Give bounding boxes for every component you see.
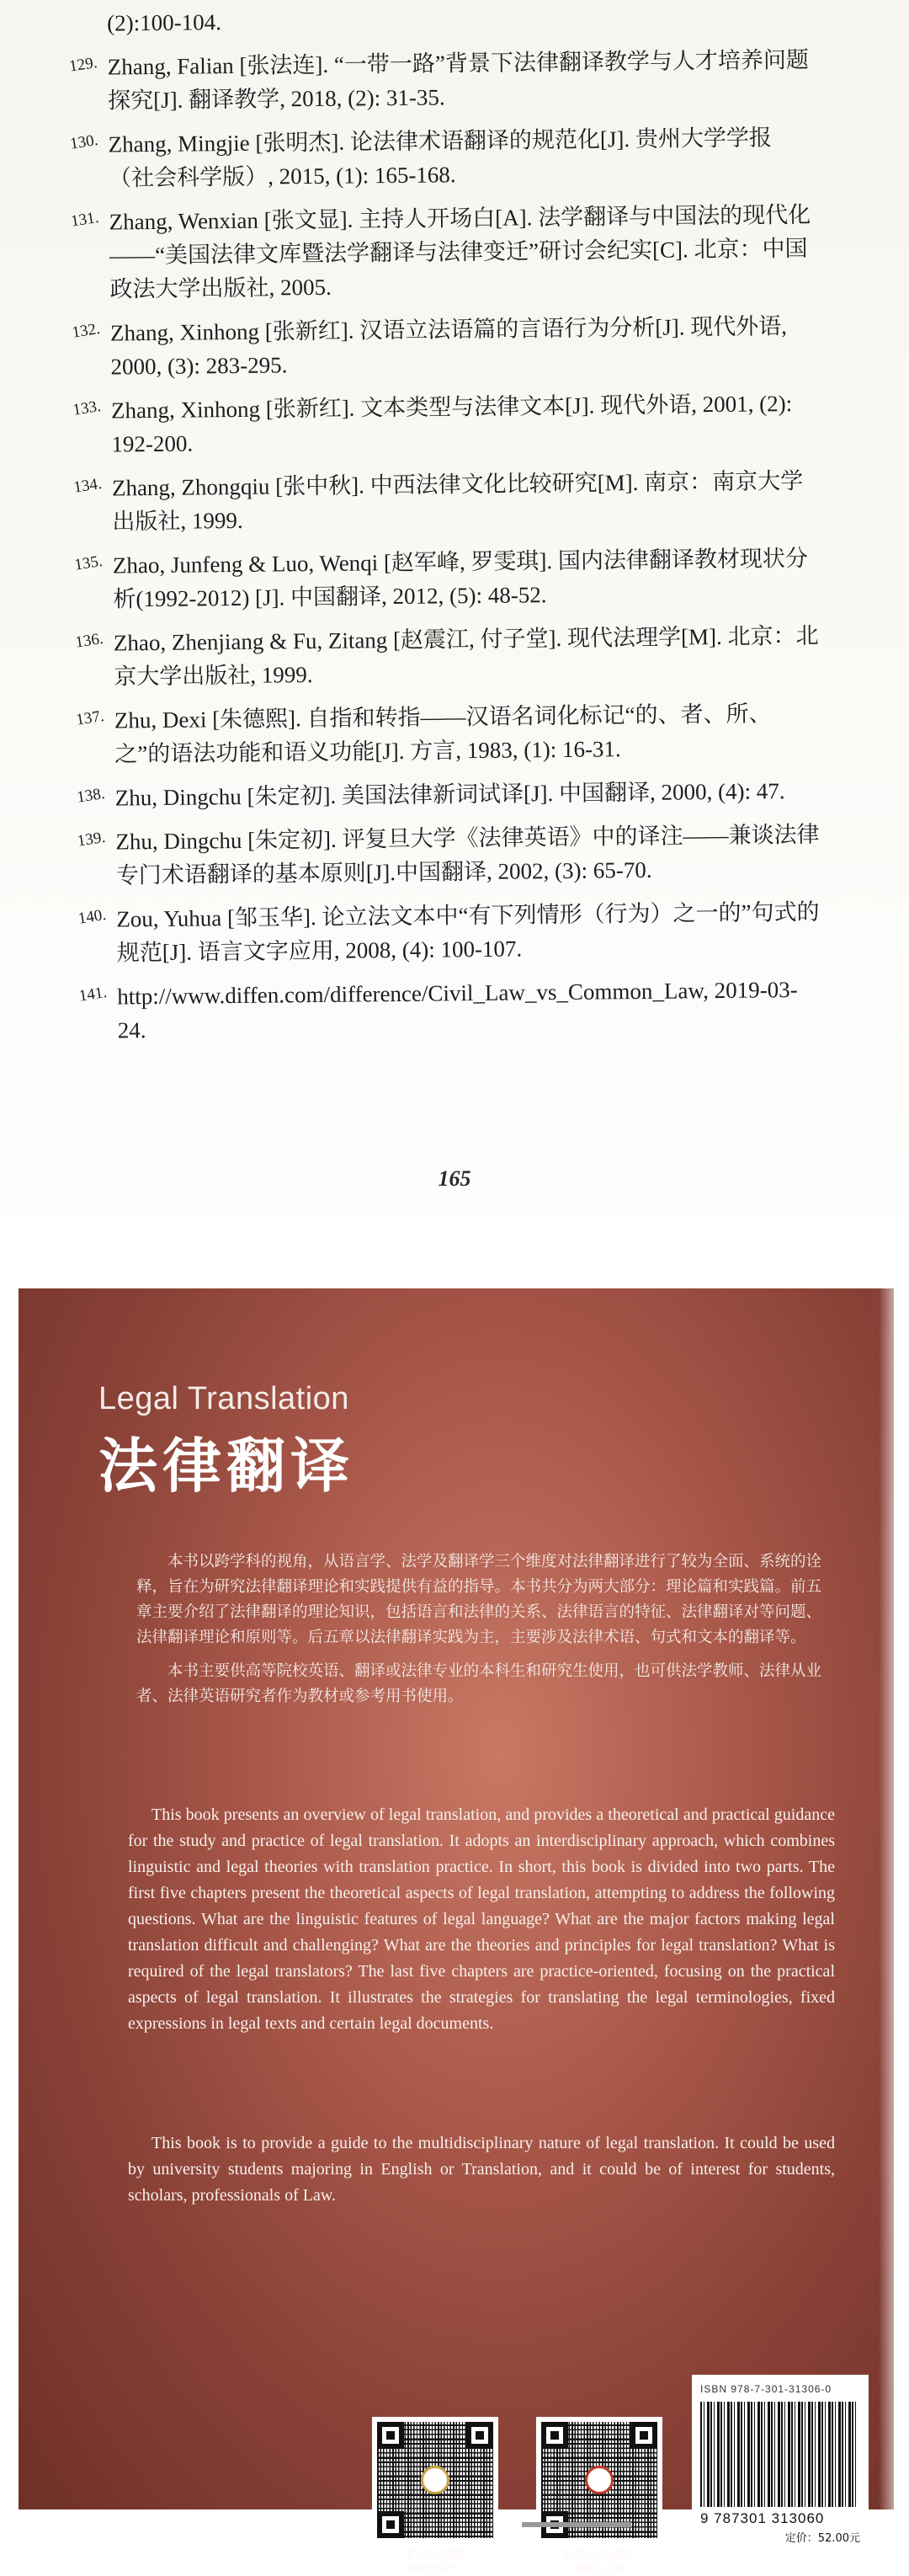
english-blurb-paragraph-1: This book presents an overview of legal translation, and provides a theoretical and practical guidance for the study and practice of legal translation. It adopts an interdisciplinary approach, which combines linguistic and legal theories with translation practice. In short, this book is divided into two parts. The first five chapters present the theoretical aspects of legal translation, attempting to address the following questions. What are the linguistic features of legal language? What are the major factors making legal translation difficult and challenging? What are the theories and principles for legal translation? What is required of the legal translators? The last five chapters are practice-oriented, focusing on the practical aspects of legal translation. It illustrates the strategies for translating the legal terminologies, fixed expressions in legal texts and certain legal documents. [128, 1805, 835, 2033]
qr-finder-icon [466, 2422, 493, 2449]
reference-item [75, 774, 821, 815]
reference-text: Zhang, Zhongqiu [张中秋]. 中西法律文化比较研究[M]. 南京：南京大学出版社, 1999. [111, 467, 804, 535]
reference-item [75, 696, 821, 771]
chinese-blurb-paragraph-2: 本书主要供高等院校英语、翻译或法律专业的本科生和研究生使用，也可供法学教师、法律从业者、法律英语研究者作为教材或参考用书使用。 [136, 1662, 822, 1705]
barcode-number: 9 787301 313060 [700, 2510, 825, 2526]
reference-number: 135. [73, 552, 104, 574]
reference-text: Zhu, Dingchu [朱定初]. 评复旦大学《法律英语》中的译注——兼谈法律专门术语翻译的基本原则[J].中国翻译, 2002, (3): 65-70. [115, 821, 820, 888]
reference-text: Zhang, Wenxian [张文显]. 主持人开场白[A]. 法学翻译与中国法的现代化——“美国法律文库暨法学翻译与法律变迁”研讨会纪实[C]. 北京：中国政法大学出版社, 2005. [109, 201, 811, 302]
reference-text: Zhao, Zhenjiang & Fu, Zitang [赵震江, 付子堂]. 现代法理学[M]. 北京：北京大学出版社, 1999. [113, 622, 819, 690]
reference-text: Zhao, Junfeng & Luo, Wenqi [赵军峰, 罗雯琪]. 国内法律翻译教材现状分析(1992-2012) [J]. 中国翻译, 2012, (5): 48-52. [112, 545, 809, 612]
qr-caption-2 [528, 2547, 671, 2576]
reference-number: 134. [72, 474, 104, 497]
reference-link: http://www.diffen.com/difference/Civil_Law_vs_Common_Law, 2019-03-24. [117, 977, 798, 1043]
qr-caption-line: 微信公众号 [573, 2563, 625, 2574]
barcode-icon [700, 2402, 858, 2507]
reference-number: 138. [75, 784, 106, 807]
reference-number: 141. [77, 983, 109, 1005]
qr-caption-line: “北京大学出版社” [558, 2548, 641, 2560]
scan-artifact [522, 2522, 631, 2527]
reference-number: 131. [69, 208, 100, 231]
reference-number: 130. [68, 131, 99, 153]
reference-item [72, 387, 817, 461]
reference-number: 136. [74, 629, 105, 652]
reference-text: Zhu, Dexi [朱德熙]. 自指和转指——汉语名词化标记“的、者、所、之”的语法功能和语义功能[J]. 方言, 1983, (1): 16-31. [114, 701, 772, 767]
reference-item [72, 0, 812, 40]
qr-finder-icon [630, 2422, 657, 2449]
reference-item [69, 198, 815, 307]
reference-text: Zhu, Dingchu [朱定初]. 美国法律新词试译[J]. 中国翻译, 2000, (4): 47. [114, 778, 785, 811]
price-label: 定价：52.00元 [784, 2532, 860, 2545]
chinese-blurb-paragraph-1: 本书以跨学科的视角，从语言学、法学及翻译学三个维度对法律翻译进行了较为全面、系统的诠释，旨在为研究法律翻译理论和实践提供有益的指导。本书共分为两大部分：理论篇和实践篇。前五章主要介绍了法律翻译的理论知识，包括语言和法律的关系、法律语言的特征、法律翻译对等问题、法律翻译理论和原则等。后五章以法律翻译实践为主，主要涉及法律术语、句式和文本的翻译等。 [136, 1553, 822, 1646]
reference-item [73, 541, 819, 616]
qr-code-pattern [377, 2422, 493, 2538]
page-number: 165 [438, 1166, 471, 1191]
qr-caption-line: 微信公众号 [409, 2563, 460, 2574]
qr-finder-icon [377, 2422, 404, 2449]
cover-title-chinese: 法律翻译 [98, 1432, 354, 1501]
qr-caption-line: “北大外文学堂” [399, 2548, 471, 2560]
qr-logo-icon [421, 2466, 449, 2494]
qr-code-pattern [541, 2422, 657, 2538]
reference-text: Zhang, Falian [张法连]. “一带一路”背景下法律翻译教学与人才培养问题探究[J]. 翻译教学, 2018, (2): 31-35. [107, 46, 810, 114]
page-edge-highlight [879, 1288, 894, 2509]
reference-item [76, 818, 821, 893]
reference-item [68, 120, 815, 195]
reference-item [72, 464, 818, 539]
reference-item [77, 973, 823, 1048]
qr-finder-icon [541, 2422, 568, 2449]
reference-number: 133. [72, 397, 103, 419]
reference-page [0, 0, 909, 1263]
qr-caption-1 [364, 2547, 507, 2576]
qr-code-beida-foreign [372, 2417, 498, 2543]
reference-number: 132. [71, 319, 102, 342]
reference-number: 129. [67, 53, 98, 76]
reference-number: 140. [77, 905, 108, 928]
reference-text: Zhang, Xinhong [张新红]. 汉语立法语篇的言语行为分析[J]. 现代外语, 2000, (3): 283-295. [109, 313, 788, 380]
reference-list [67, 0, 823, 1058]
reference-text: Zhang, Mingjie [张明杰]. 论法律术语翻译的规范化[J]. 贵州大学学报（社会科学版）, 2015, (1): 165-168. [108, 125, 773, 191]
reference-item [67, 43, 814, 118]
isbn-barcode-label [692, 2375, 869, 2556]
reference-text: Zou, Yuhua [邹玉华]. 论立法文本中“有下列情形（行为）之一的”句式的规范[J]. 语言文字应用, 2008, (4): 100-107. [116, 899, 820, 966]
reference-text: Zhang, Xinhong [张新红]. 文本类型与法律文本[J]. 现代外语, 2001, (2): 192-200. [110, 391, 793, 457]
qr-logo-icon [585, 2466, 614, 2494]
qr-finder-icon [377, 2511, 404, 2538]
back-cover [19, 1288, 894, 2574]
reference-item [74, 619, 820, 694]
reference-item [77, 895, 822, 970]
isbn-text: ISBN 978-7-301-31306-0 [700, 2383, 832, 2395]
reference-text: (2):100-104. [107, 9, 222, 36]
english-blurb-paragraph-2: This book is to provide a guide to the multidisciplinary nature of legal translation. It could be used by university students majoring in English or Translation, and it could be of interest for students, scholars, professionals of Law. [128, 2134, 835, 2205]
reference-number: 139. [76, 828, 107, 851]
reference-item [71, 309, 816, 384]
cover-title-english: Legal Translation [98, 1381, 349, 1416]
reference-number: 137. [75, 707, 106, 729]
